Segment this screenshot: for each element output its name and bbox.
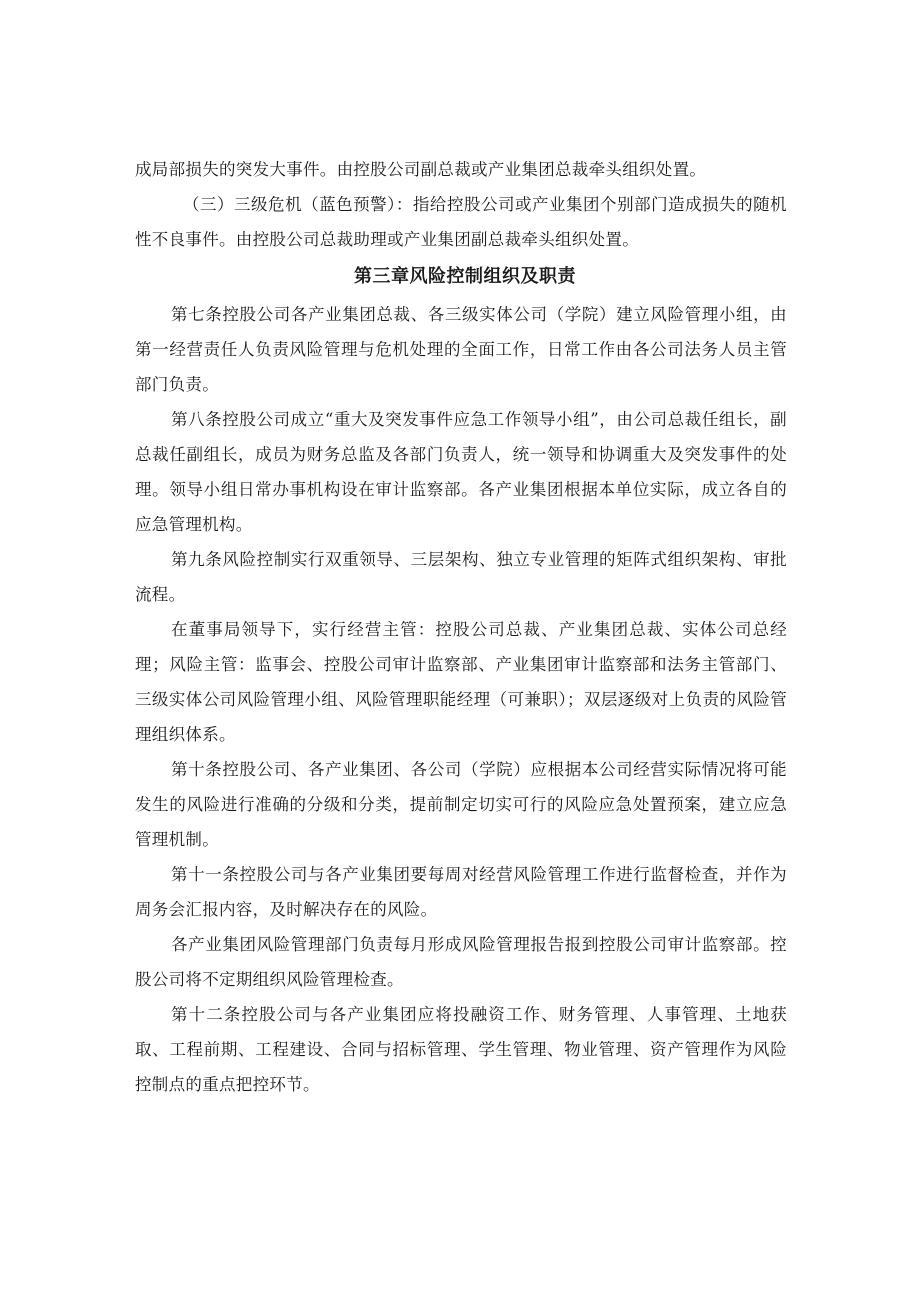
paragraph-level-three-crisis: （三）三级危机（蓝色预警）：指给控股公司或产业集团个别部门造成损失的随机性不良事件。由控股公司总裁助理或产业集团副总裁牵头组织处置。	[135, 195, 787, 249]
article-12: 第十二条控股公司与各产业集团应将投融资工作、财务管理、人事管理、土地获取、工程前期、工程建设、合同与招标管理、学生管理、物业管理、资产管理作为风险控制点的重点把控环节。	[135, 1005, 787, 1094]
article-9-detail: 在董事局领导下，实行经营主管：控股公司总裁、产业集团总裁、实体公司总经理；风险主管：监事会、控股公司审计监察部、产业集团审计监察部和法务主管部门、三级实体公司风险管理小组、风险管理职能经理（可兼职）；双层逐级对上负责的风险管理组织体系。	[135, 620, 787, 744]
article-9: 第九条风险控制实行双重领导、三层架构、独立专业管理的矩阵式组织架构、审批流程。	[135, 550, 787, 604]
document-body	[135, 152, 787, 1102]
article-7: 第七条控股公司各产业集团总裁、各三级实体公司（学院）建立风险管理小组，由第一经营责任人负责风险管理与危机处理的全面工作，日常工作由各公司法务人员主管部门负责。	[135, 305, 787, 394]
article-10: 第十条控股公司、各产业集团、各公司（学院）应根据本公司经营实际情况将可能发生的风险进行准确的分级和分类，提前制定切实可行的风险应急处置预案，建立应急管理机制。	[135, 760, 787, 849]
article-8: 第八条控股公司成立“重大及突发事件应急工作领导小组”，由公司总裁任组长，副总裁任副组长，成员为财务总监及各部门负责人，统一领导和协调重大及突发事件的处理。领导小组日常办事机构设在审计监察部。各产业集团根据本单位实际，成立各自的应急管理机构。	[135, 410, 787, 534]
article-11: 第十一条控股公司与各产业集团要每周对经营风险管理工作进行监督检查，并作为周务会汇报内容，及时解决存在的风险。	[135, 865, 787, 919]
article-11-detail: 各产业集团风险管理部门负责每月形成风险管理报告报到控股公司审计监察部。控股公司将不定期组织风险管理检查。	[135, 935, 787, 989]
chapter-title: 第三章风险控制组织及职责	[354, 266, 576, 287]
paragraph-continuation: 成局部损失的突发大事件。由控股公司副总裁或产业集团总裁牵头组织处置。	[135, 160, 707, 179]
